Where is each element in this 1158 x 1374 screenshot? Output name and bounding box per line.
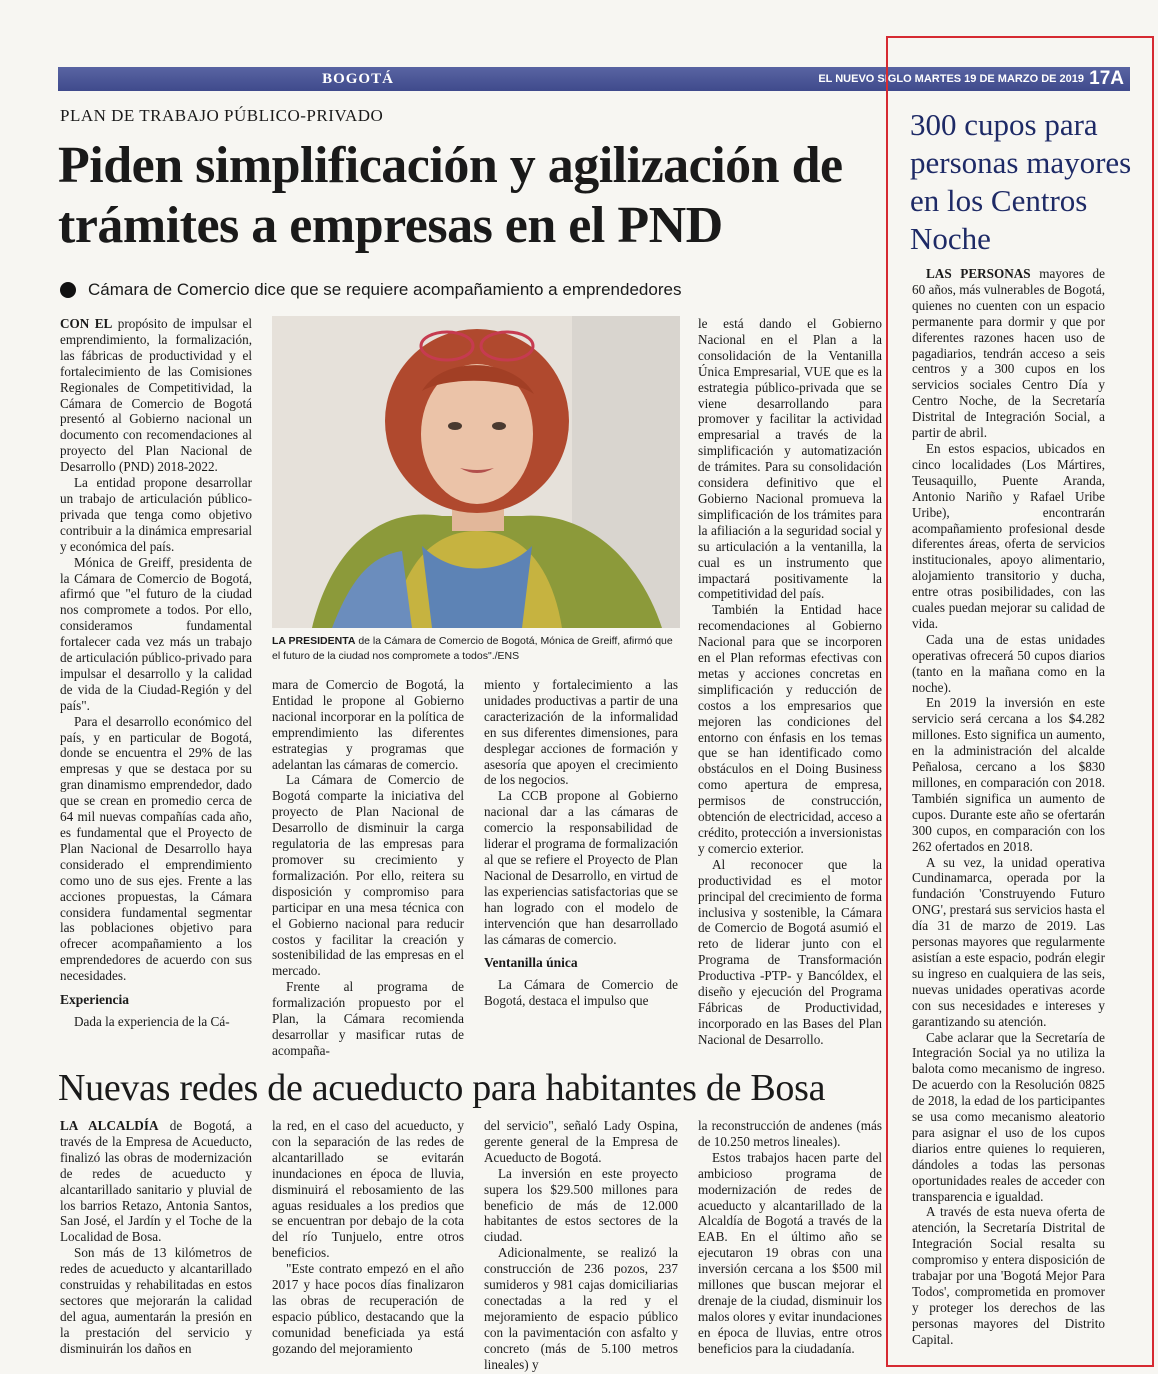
paragraph: En estos espacios, ubicados en cinco localidades (Los Mártires, Teusaquillo, Puente Aranda, Antonio Nariño y Rafael Uribe Uribe), encontrarán acompañamiento profesional desde diferentes áreas, oferta de servicios institucionales, apoyo alimentario, alojamiento transitorio y ducha, entre otras posibilidades, con las cuales puedan mejorar su calidad de vida.: [912, 440, 1105, 631]
section-subhead: Ventanilla única: [484, 955, 578, 971]
article1-column-3: [484, 677, 678, 1009]
paragraph: A su vez, la unidad operativa Cundinamarca, operada por la fundación 'Construyendo Futuro ONG', prestará sus servicios hasta el día 31 de marzo de 2019. Las personas mayores que regularmente asistían a este espacio, podrán elegir su ingreso en cualquiera de las seis, nuevas unidades operativas acorde con sus necesidades e intereses y garantizando su atención.: [912, 854, 1105, 1029]
photo-caption: [272, 634, 680, 664]
subhead-text: Cámara de Comercio dice que se requiere acompañamiento a emprendedores: [88, 280, 682, 299]
article2-column-3: [484, 1118, 678, 1373]
article-headline: Piden simplificación y agilización de trámites a empresas en el PND: [58, 137, 843, 254]
article1-column-2: [272, 677, 464, 1059]
caption-lead: LA PRESIDENTA: [272, 635, 356, 647]
paragraph: le está dando el Gobierno Nacional en el Plan a la consolidación de la Ventanilla Única Empresarial, VUE que es la estrategia público-privada que se viene desarrollando para promover y facilitar la actividad empresarial a través de la simplificación y automatización de trámites. Para su consolidación considera definitivo que el Gobierno Nacional promueva la simplificación de los trámites para la afiliación a la seguridad social y su articulación a la ventanilla, la cual es un instrumento que impactará positivamente la competitividad del país.: [698, 316, 882, 602]
paragraph-text: propósito de impulsar el emprendimiento, la formalización, las fábricas de productividad y el fortalecimiento de las Comisiones Regionales de Competitividad, la Cámara de Comercio de Bogotá presentó al Gobierno nacional un documento con recomendaciones al proyecto del Plan Nacional de Desarrollo (PND) 2018-2022.: [60, 316, 252, 475]
paragraph: Al reconocer que la productividad es el motor principal del crecimiento de forma inclusiva y sostenible, la Cámara de Comercio de Bogotá asumió el reto de liderar junto con el Programa de Transformación Productiva -PTP- y Bancóldex, el diseño y ejecución del Programa Fábricas de Productividad, incorporado en las Bases del Plan Nacional de Desarrollo.: [698, 856, 882, 1047]
article-kicker: PLAN DE TRABAJO PÚBLICO-PRIVADO: [60, 106, 384, 125]
paragraph: Adicionalmente, se realizó la construcción de 236 pozos, 237 sumideros y 981 cajas domiciliarias conectadas a la red y el mejoramiento de espacio público con la pavimentación con asfalto y concreto (más de 5.100 metros lineales) y: [484, 1245, 678, 1372]
bullet-icon: [60, 282, 76, 298]
paragraph: La inversión en este proyecto supera los $29.500 millones para beneficio de más de 12.000 habitantes de estos sectores de la ciudad.: [484, 1165, 678, 1245]
paragraph: En 2019 la inversión en este servicio será cercana a los $4.282 millones. Esto significa un aumento, en la administración del alcalde Peñalosa, cercano a los $830 millones, en comparación con 2018. También significa un aumento de cupos. Durante este año se ofertarán 300 cupos, en comparación con los 262 ofertados en 2018.: [912, 695, 1105, 854]
portrait-photo-icon: [272, 316, 680, 628]
page-number: 17A: [1089, 68, 1124, 89]
paragraph: La entidad propone desarrollar un trabajo de articulación público-privada que tenga como objetivo contribuir a la dinámica empresarial y económica del país.: [60, 475, 252, 554]
sidebar-article-body: [912, 266, 1105, 1348]
section-subhead: Experiencia: [60, 992, 129, 1008]
paragraph: Son más de 13 kilómetros de redes de acueducto y alcantarillado construidas y rehabilitadas en estos sectores que mejorarán la calidad del agua, aumentarán la presión en la prestación del servicio y disminuirán los daños en: [60, 1245, 252, 1356]
caption-text: de la Cámara de Comercio de Bogotá, Mónica de Greiff, afirmó que el futuro de la ciudad nos compromete a todos"./ENS: [272, 635, 673, 662]
paragraph: miento y fortalecimiento a las unidades productivas a partir de una caracterización de la informalidad en sus diferentes dimensiones, para desplegar acciones de formación y asesoría que apoyen el crecimiento de los negocios.: [484, 677, 678, 788]
article-subhead: [60, 280, 681, 300]
paragraph: Estos trabajos hacen parte del ambicioso programa de modernización de redes de acueducto y alcantarillado de la Alcaldía de Bogotá a través de la EAB. En el último año se ejecutaron 19 obras con una inversión cercana a los $500 mil millones que buscan mejorar el drenaje de la ciudad, disminuir los malos olores y evitar inundaciones en época de lluvias, entre otros beneficios para la ciudadanía.: [698, 1149, 882, 1356]
paragraph: Mónica de Greiff, presidenta de la Cámara de Comercio de Bogotá, afirmó que "el futuro de la ciudad nos compromete a todos. Por ello, consideramos fundamental fortalecer cada vez más un trabajo de articulación público-privado para impulsar el desarrollo y la calidad de vida de la Ciudad-Región y del país".: [60, 554, 252, 713]
paragraph: mara de Comercio de Bogotá, la Entidad le propone al Gobierno nacional incorporar en la política de emprendimiento las diferentes estrategias y programas que adelantan las cámaras de comercio.: [272, 677, 464, 772]
paragraph: Para el desarrollo económico del país, y en particular de Bogotá, donde se encuentra el 29% de las empresas y que se destaca por su gran dinamismo emprendedor, dado que se crean en promedio cerca de 64 mil nuevas compañías cada año, es fundamental que el Proyecto de Plan Nacional de Desarrollo haya considerado el emprendimiento como uno de sus ejes. Frente a las acciones propuestas, la Cámara considera fundamental segmentar las poblaciones objetivo para ofrecer acompañamiento a los emprendedores de acuerdo con sus necesidades.: [60, 713, 252, 984]
paragraph: la red, en el caso del acueducto, y con la separación de las redes de alcantarillado se evitarán inundaciones en época de lluvia, disminuirá el rebosamiento de las aguas residuales a los predios que se encuentran por debajo de la cota del río Tunjuelo, entre otros beneficios.: [272, 1118, 464, 1261]
paragraph: la reconstrucción de andenes (más de 10.250 metros lineales).: [698, 1118, 882, 1149]
lead-in: LAS PERSONAS: [926, 266, 1031, 281]
lead-in: CON EL: [60, 316, 113, 331]
article1-column-1: [60, 316, 252, 1030]
paragraph: Cada una de estas unidades operativas ofrecerá 50 cupos diarios (tanto en la mañana como en la noche).: [912, 631, 1105, 695]
article-photo: [272, 316, 680, 628]
issue-date: EL NUEVO SIGLO MARTES 19 DE MARZO DE 2019: [818, 73, 1084, 85]
paragraph: [60, 316, 252, 475]
paragraph: Cabe aclarar que la Secretaría de Integración Social ya no utiliza la balota como mecanismo de ingreso. De acuerdo con la Resolución 0825 de 2018, la edad de los participantes se usa como mecanismo aleatorio para asignar el uso de los cupos diarios entre quienes lo requieren, dándoles a todas las personas oportunidades reales de acceder con transparencia e igualdad.: [912, 1029, 1105, 1204]
article2-column-4: [698, 1118, 882, 1357]
paragraph: A través de esta nueva oferta de atención, la Secretaría Distrital de Integración Social resalta su compromiso y entera disposición de trabajar por una 'Bogotá Mejor Para Todos', comprometida en promover y proteger los derechos de las personas mayores del Distrito Capital.: [912, 1204, 1105, 1347]
paragraph: También la Entidad hace recomendaciones al Gobierno Nacional para que se incorporen en el Plan reformas efectivas con metas y acciones concretas en simplificación y reducción de costos a los empresarios que mejoren las condiciones del entorno con énfasis en los temas que se han identificado como obstáculos en el Doing Business como apertura de empresa, permisos de construcción, obtención de electricidad, acceso a crédito, protección a inversionistas y comercio exterior.: [698, 602, 882, 856]
article2-column-2: [272, 1118, 464, 1357]
paragraph: Frente al programa de formalización propuesto por el Plan, la Cámara recomienda desarrollar y masificar rutas de acompaña-: [272, 979, 464, 1058]
paragraph: del servicio", señaló Lady Ospina, gerente general de la Empresa de Acueducto de Bogotá.: [484, 1118, 678, 1165]
paragraph: La Cámara de Comercio de Bogotá, destaca el impulso que: [484, 977, 678, 1009]
paragraph: Dada la experiencia de la Cá-: [74, 1013, 230, 1029]
lead-in: LA ALCALDÍA: [60, 1118, 159, 1133]
paragraph: [912, 266, 1105, 441]
paragraph: La CCB propone al Gobierno nacional dar a las cámaras de comercio la responsabilidad de liderar el programa de formalización al que se refiere el Proyecto de Plan Nacional de Desarrollo, en virtud de las experiencias satisfactorias que se han logrado con el modelo de intervención que han desarrollado las cámaras de comercio.: [484, 788, 678, 947]
paragraph: [60, 1118, 252, 1245]
article2-column-1: [60, 1118, 252, 1357]
article1-column-4: [698, 316, 882, 1048]
paragraph: "Este contrato empezó en el año 2017 y hace pocos días finalizaron las obras de recuperación de espacio público, destacando que la comunidad beneficiada ya está gozando del mejoramiento: [272, 1261, 464, 1356]
paragraph-text: de Bogotá, a través de la Empresa de Acueducto, finalizó las obras de modernización de redes de acueducto y alcantarillado sanitario y pluvial de los barrios Retazo, Antonia Santos, San José, el Jardín y el Toche de la Localidad de Bosa.: [60, 1118, 252, 1245]
paragraph-text: mayores de 60 años, más vulnerables de Bogotá, quienes no cuenten con un espacio permanente para dormir y que por diferentes razones hacen uso de pagadiarios, tendrán acceso a seis centros y a 300 cupos en los servicios sociales Centro Día y Centro Noche, de la Secretaría Distrital de Integración Social, a partir de abril.: [912, 266, 1106, 441]
article2-headline: Nuevas redes de acueducto para habitantes de Bosa: [58, 1067, 826, 1109]
paragraph: La Cámara de Comercio de Bogotá comparte la iniciativa del proyecto de Plan Nacional de Desarrollo de disminuir la carga regulatoria de las empresas para promover su crecimiento y formalización. Por ello, reitera su disposición y compromiso para participar en una mesa técnica con el Gobierno nacional para reducir costos y facilitar la creación y sostenibilidad de las empresas en el mercado.: [272, 772, 464, 979]
section-name: BOGOTÁ: [322, 71, 394, 87]
sidebar-article-headline: 300 cupos para personas mayores en los Centros Noche: [910, 107, 1132, 256]
